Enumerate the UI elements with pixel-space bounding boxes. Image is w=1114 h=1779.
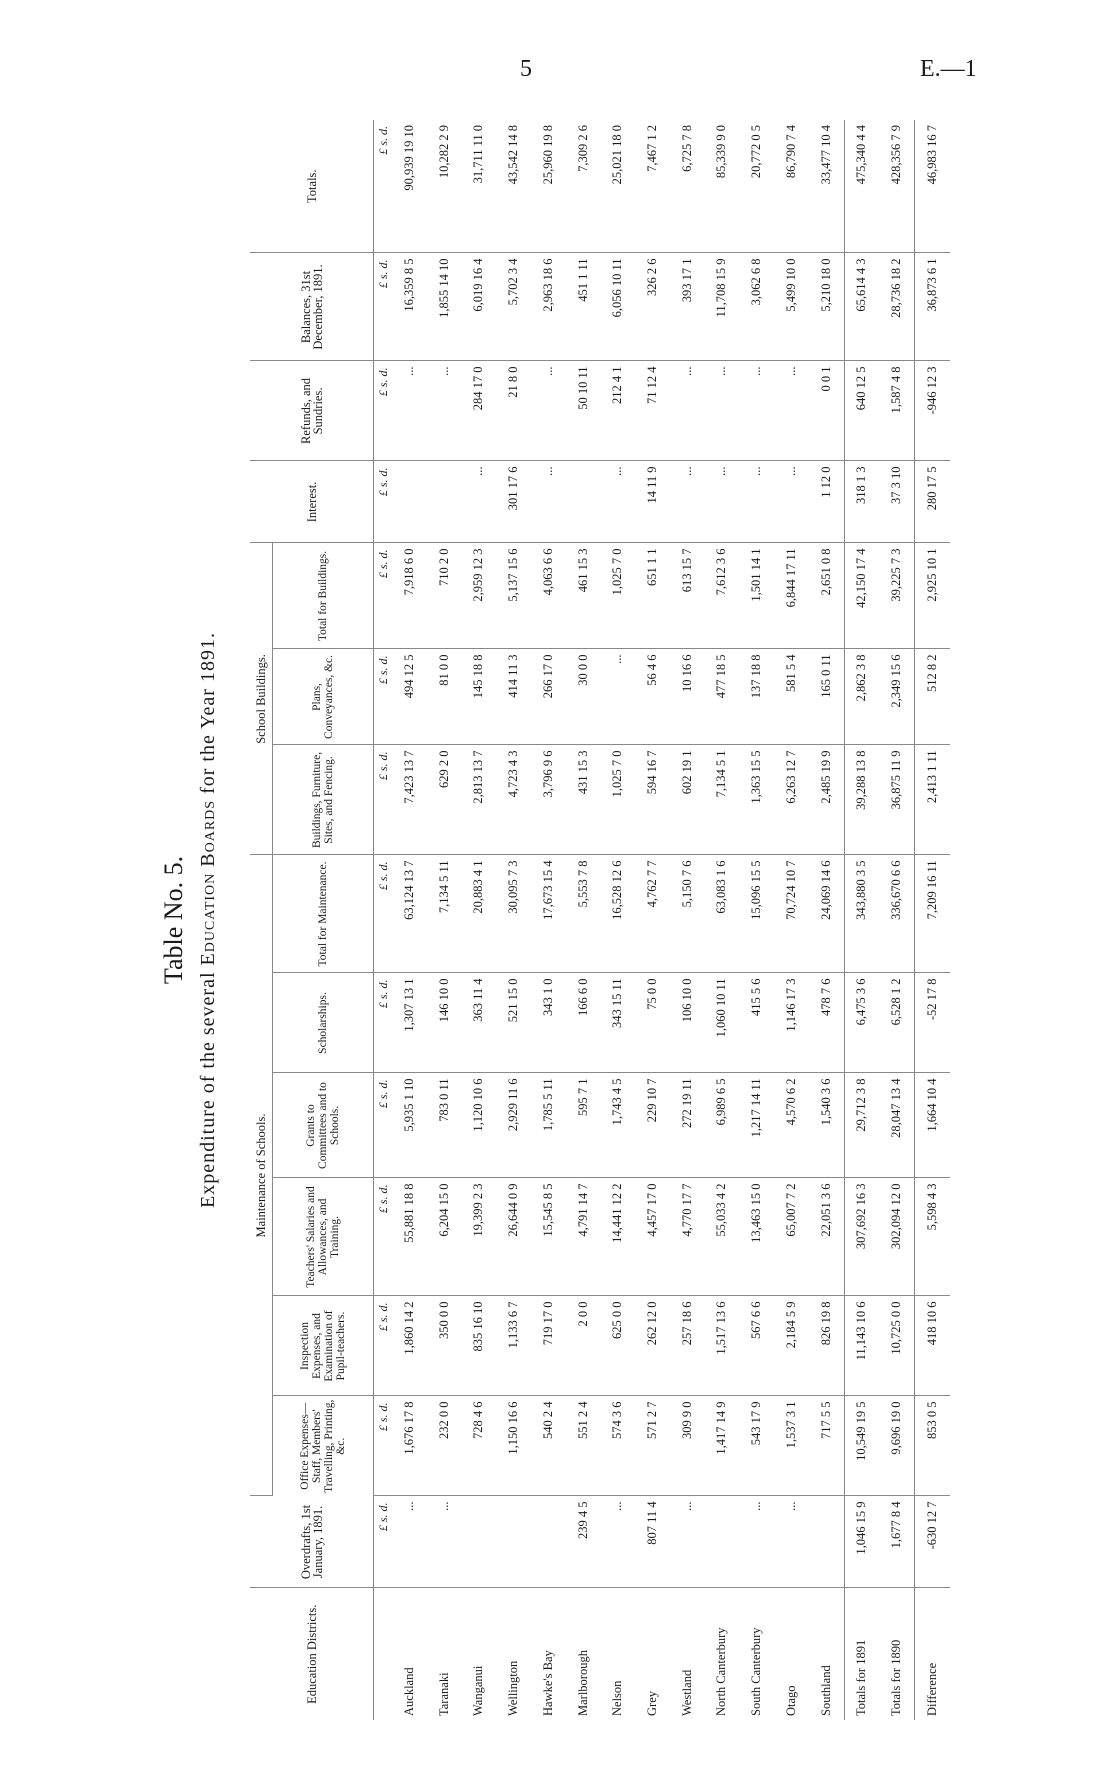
- table-cell: 1,743 4 5: [600, 1073, 635, 1178]
- table-cell: 81 0 0: [427, 649, 462, 745]
- table-cell: 602 19 1: [670, 745, 705, 855]
- table-cell: ...: [705, 361, 740, 461]
- table-cell: ...: [461, 461, 496, 543]
- table-cell: 719 17 0: [531, 1296, 566, 1396]
- table-cell: 16,359 8 5: [392, 253, 427, 361]
- table-cell: 7,209 16 11: [915, 855, 950, 973]
- table-cell: 826 19 8: [809, 1296, 844, 1396]
- table-cell: 36,873 6 1: [915, 253, 950, 361]
- table-cell: 318 1 3: [844, 461, 879, 543]
- column-header-grants: Grants to Committees and to Schools.: [273, 1073, 374, 1178]
- table-cell: 36,875 11 9: [879, 745, 914, 855]
- table-cell: 478 7 6: [809, 973, 844, 1073]
- units-cell: £ s. d.: [374, 1178, 393, 1296]
- table-cell: 4,457 17 0: [635, 1178, 670, 1296]
- table-cell: 2,184 5 9: [774, 1296, 809, 1396]
- table-cell: 1,501 14 1: [739, 543, 774, 649]
- table-cell: 1,855 14 10: [427, 253, 462, 361]
- table-cell: 145 18 8: [461, 649, 496, 745]
- units-row: [374, 120, 393, 1720]
- table-cell: 106 10 0: [670, 973, 705, 1073]
- table-row: [531, 120, 566, 1720]
- table-cell: 24,069 14 6: [809, 855, 844, 973]
- table-cell: ...: [739, 1496, 774, 1588]
- district-name: Marlborough: [575, 1650, 590, 1716]
- table-cell: 1,587 4 8: [879, 361, 914, 461]
- district-name: North Canterbury: [714, 1627, 729, 1716]
- table-cell: [566, 461, 601, 543]
- table-cell: 336,670 6 6: [879, 855, 914, 973]
- district-name: Auckland: [401, 1667, 416, 1716]
- column-header-scholarships: Scholarships.: [273, 973, 374, 1073]
- table-cell: ...: [774, 361, 809, 461]
- table-cell: 2,813 13 7: [461, 745, 496, 855]
- district-name: Southland: [818, 1665, 833, 1716]
- page-number: 5: [520, 56, 532, 82]
- table-cell: 65,614 4 3: [844, 253, 879, 361]
- table-row: [461, 120, 496, 1720]
- table-cell: 567 6 6: [739, 1296, 774, 1396]
- table-cell: ...: [739, 461, 774, 543]
- table-cell: 326 2 6: [635, 253, 670, 361]
- table-row: [392, 120, 427, 1720]
- units-cell: £ s. d.: [374, 855, 393, 973]
- table-cell: 6,725 7 8: [670, 120, 705, 253]
- table-cell: 65,007 7 2: [774, 1178, 809, 1296]
- table-cell: 16,528 12 6: [600, 855, 635, 973]
- table-cell: 717 5 5: [809, 1396, 844, 1496]
- district-name: South Canterbury: [749, 1627, 764, 1716]
- table-cell: 1,540 3 6: [809, 1073, 844, 1178]
- table-cell: 42,150 17 4: [844, 543, 879, 649]
- table-cell: ...: [774, 461, 809, 543]
- table-cell: 39,288 13 8: [844, 745, 879, 855]
- table-cell: 1,860 14 2: [392, 1296, 427, 1396]
- table-cell: 30,095 7 3: [496, 855, 531, 973]
- table-cell: 428,356 7 9: [879, 120, 914, 253]
- table-cell: 5,210 18 0: [809, 253, 844, 361]
- table-cell: 43,542 14 8: [496, 120, 531, 253]
- units-cell: £ s. d.: [374, 120, 393, 253]
- table-cell: 25,021 18 0: [600, 120, 635, 253]
- table-cell: 1,517 13 6: [705, 1296, 740, 1396]
- table-cell: 28,047 13 4: [879, 1073, 914, 1178]
- table-cell: -946 12 3: [915, 361, 950, 461]
- table-cell: 55,881 18 8: [392, 1178, 427, 1296]
- table-cell: 1,677 8 4: [879, 1496, 914, 1588]
- table-cell: ...: [531, 461, 566, 543]
- table-cell: 1,785 5 11: [531, 1073, 566, 1178]
- table-cell: 10,549 19 5: [844, 1396, 879, 1496]
- district-name: Hawke's Bay: [540, 1650, 555, 1716]
- table-cell: 543 17 9: [739, 1396, 774, 1496]
- table-cell: ...: [392, 1496, 427, 1588]
- table-cell: 19,399 2 3: [461, 1178, 496, 1296]
- table-cell: -630 12 7: [915, 1496, 950, 1588]
- table-cell: 343,880 3 5: [844, 855, 879, 973]
- table-row: [915, 120, 950, 1720]
- units-cell: £ s. d.: [374, 543, 393, 649]
- table-row: [566, 120, 601, 1720]
- table-row: [739, 120, 774, 1720]
- table-subtitle: Expenditure of the several Education Boards for the Year 1891.: [197, 632, 219, 1208]
- table-cell: 272 19 11: [670, 1073, 705, 1178]
- table-cell: 625 0 0: [600, 1296, 635, 1396]
- table-cell: ...: [670, 461, 705, 543]
- column-header-buildings-furniture: Buildings, Furniture, Sites, and Fencing.: [273, 745, 374, 855]
- table-row: [809, 120, 844, 1720]
- table-cell: 2 0 0: [566, 1296, 601, 1396]
- table-cell: 5,598 4 3: [915, 1178, 950, 1296]
- table-cell: 710 2 0: [427, 543, 462, 649]
- table-cell: 551 2 4: [566, 1396, 601, 1496]
- table-cell: 7,134 5 1: [705, 745, 740, 855]
- table-cell: 262 12 0: [635, 1296, 670, 1396]
- table-row: [600, 120, 635, 1720]
- table-cell: 11,143 10 6: [844, 1296, 879, 1396]
- table-cell: 56 4 6: [635, 649, 670, 745]
- table-cell: 5,499 10 0: [774, 253, 809, 361]
- table-cell: 415 5 6: [739, 973, 774, 1073]
- table-cell: 613 15 7: [670, 543, 705, 649]
- table-title: Table No. 5.: [159, 855, 188, 985]
- table-cell: 5,935 1 10: [392, 1073, 427, 1178]
- table-cell: -52 17 8: [915, 973, 950, 1073]
- table-cell: 20,772 0 5: [739, 120, 774, 253]
- table-cell: 6,263 12 7: [774, 745, 809, 855]
- expenditure-table: [250, 120, 950, 1720]
- table-cell: 418 10 6: [915, 1296, 950, 1396]
- table-cell: ...: [600, 1496, 635, 1588]
- table-cell: 574 3 6: [600, 1396, 635, 1496]
- difference-label: Difference: [915, 1588, 950, 1720]
- table-cell: 2,349 15 6: [879, 649, 914, 745]
- table-cell: 2,862 3 8: [844, 649, 879, 745]
- table-cell: 1,146 17 3: [774, 973, 809, 1073]
- table-cell: 7,423 13 7: [392, 745, 427, 855]
- table-cell: 75 0 0: [635, 973, 670, 1073]
- table-cell: ...: [392, 361, 427, 461]
- units-cell: £ s. d.: [374, 361, 393, 461]
- table-row: [635, 120, 670, 1720]
- table-cell: 7,467 1 2: [635, 120, 670, 253]
- totals-label: Totals for 1891: [844, 1588, 879, 1720]
- units-cell: £ s. d.: [374, 1296, 393, 1396]
- table-cell: 26,644 0 9: [496, 1178, 531, 1296]
- table-cell: 431 15 3: [566, 745, 601, 855]
- table-cell: 46,983 16 7: [915, 120, 950, 253]
- district-name: Nelson: [610, 1680, 625, 1716]
- table-cell: 280 17 5: [915, 461, 950, 543]
- table-cell: 70,724 10 7: [774, 855, 809, 973]
- column-header-refunds: Refunds, and Sundries.: [250, 361, 374, 461]
- table-cell: 6,475 3 6: [844, 973, 879, 1073]
- table-cell: 86,790 7 4: [774, 120, 809, 253]
- units-cell: £ s. d.: [374, 745, 393, 855]
- table-cell: 783 0 11: [427, 1073, 462, 1178]
- table-cell: 63,083 1 6: [705, 855, 740, 973]
- table-row: [427, 120, 462, 1720]
- table-cell: 85,339 9 0: [705, 120, 740, 253]
- district-name: Wellington: [506, 1660, 521, 1716]
- table-cell: 10,282 2 9: [427, 120, 462, 253]
- table-cell: 512 8 2: [915, 649, 950, 745]
- column-header-district: Education Districts.: [250, 1588, 374, 1720]
- table-cell: 2,929 11 6: [496, 1073, 531, 1178]
- district-name: Wanganui: [471, 1665, 486, 1716]
- table-cell: 343 1 0: [531, 973, 566, 1073]
- table-cell: 22,051 3 6: [809, 1178, 844, 1296]
- table-cell: 7,612 3 6: [705, 543, 740, 649]
- table-cell: 301 17 6: [496, 461, 531, 543]
- table-cell: 629 2 0: [427, 745, 462, 855]
- district-name: Westland: [679, 1669, 694, 1716]
- table-cell: 28,736 18 2: [879, 253, 914, 361]
- rotated-table-content: [145, 120, 965, 1720]
- table-cell: 595 7 1: [566, 1073, 601, 1178]
- column-header-salaries: Teachers' Salaries and Allowances, and Training.: [273, 1178, 374, 1296]
- table-row: [844, 120, 879, 1720]
- table-cell: 494 12 5: [392, 649, 427, 745]
- table-cell: 2,651 0 8: [809, 543, 844, 649]
- table-cell: ...: [670, 361, 705, 461]
- table-cell: 2,925 10 1: [915, 543, 950, 649]
- table-cell: 414 11 3: [496, 649, 531, 745]
- column-header-office-expenses: Office Expenses—Staff, Members' Travelling, Printing, &c.: [273, 1396, 374, 1496]
- table-cell: 14,441 12 2: [600, 1178, 635, 1296]
- table-cell: ...: [705, 461, 740, 543]
- table-cell: 640 12 5: [844, 361, 879, 461]
- table-cell: 239 4 5: [566, 1496, 601, 1588]
- table-cell: 7,134 5 11: [427, 855, 462, 973]
- table-cell: [427, 461, 462, 543]
- table-cell: [705, 1496, 740, 1588]
- table-cell: 257 18 6: [670, 1296, 705, 1396]
- table-cell: 475,340 4 4: [844, 120, 879, 253]
- units-cell: £ s. d.: [374, 253, 393, 361]
- table-cell: 4,770 17 7: [670, 1178, 705, 1296]
- table-cell: 835 16 10: [461, 1296, 496, 1396]
- table-cell: 29,712 3 8: [844, 1073, 879, 1178]
- table-cell: 71 12 4: [635, 361, 670, 461]
- table-cell: 7,918 6 0: [392, 543, 427, 649]
- table-cell: [809, 1496, 844, 1588]
- table-cell: 5,553 7 8: [566, 855, 601, 973]
- table-cell: 137 18 8: [739, 649, 774, 745]
- table-cell: 853 0 5: [915, 1396, 950, 1496]
- table-cell: 10 16 6: [670, 649, 705, 745]
- column-header-interest: Interest.: [250, 461, 374, 543]
- table-cell: 55,033 4 2: [705, 1178, 740, 1296]
- table-row: [705, 120, 740, 1720]
- table-cell: 90,939 19 10: [392, 120, 427, 253]
- column-header-total-maintenance: Total for Maintenance.: [273, 855, 374, 973]
- table-cell: 1,046 15 9: [844, 1496, 879, 1588]
- table-cell: 2,413 1 11: [915, 745, 950, 855]
- table-cell: 232 0 0: [427, 1396, 462, 1496]
- table-cell: 1,150 16 6: [496, 1396, 531, 1496]
- table-cell: 363 11 4: [461, 973, 496, 1073]
- table-cell: 651 1 1: [635, 543, 670, 649]
- table-cell: 63,124 13 7: [392, 855, 427, 973]
- district-name: Grey: [645, 1691, 659, 1716]
- table-row: [496, 120, 531, 1720]
- table-cell: [531, 1496, 566, 1588]
- table-cell: 13,463 15 0: [739, 1178, 774, 1296]
- table-cell: 571 2 7: [635, 1396, 670, 1496]
- totals-label: Totals for 1890: [889, 1639, 904, 1716]
- table-cell: 393 17 1: [670, 253, 705, 361]
- column-header-plans: Plans, Conveyances, &c.: [273, 649, 374, 745]
- table-cell: 50 10 11: [566, 361, 601, 461]
- district-name: Taranaki: [436, 1672, 451, 1716]
- table-cell: 343 15 11: [600, 973, 635, 1073]
- table-cell: 4,063 6 6: [531, 543, 566, 649]
- column-header-inspection: Inspection Expenses, and Examination of Pupil-teachers.: [273, 1296, 374, 1396]
- district-name: Otago: [783, 1685, 798, 1716]
- units-cell: £ s. d.: [374, 973, 393, 1073]
- table-cell: 14 11 9: [635, 461, 670, 543]
- table-cell: ...: [670, 1496, 705, 1588]
- document-reference: E.—1: [920, 56, 977, 82]
- table-cell: 307,692 16 3: [844, 1178, 879, 1296]
- column-header-totals: Totals.: [250, 120, 374, 253]
- table-cell: 1,363 15 5: [739, 745, 774, 855]
- table-cell: 2,485 19 9: [809, 745, 844, 855]
- table-cell: 33,477 10 4: [809, 120, 844, 253]
- column-header-total-buildings: Total for Buildings.: [273, 543, 374, 649]
- table-cell: ...: [600, 649, 635, 745]
- table-cell: 9,696 19 0: [879, 1396, 914, 1496]
- units-cell: £ s. d.: [374, 1396, 393, 1496]
- table-cell: 21 8 0: [496, 361, 531, 461]
- table-cell: 30 0 0: [566, 649, 601, 745]
- table-cell: 266 17 0: [531, 649, 566, 745]
- table-cell: 728 4 6: [461, 1396, 496, 1496]
- column-header-overdrafts: Overdrafts, 1st January, 1891.: [250, 1496, 374, 1588]
- table-cell: 15,096 15 5: [739, 855, 774, 973]
- table-cell: 5,137 15 6: [496, 543, 531, 649]
- table-cell: 229 10 7: [635, 1073, 670, 1178]
- table-cell: 350 0 0: [427, 1296, 462, 1396]
- units-cell: £ s. d.: [374, 1496, 393, 1588]
- units-cell: £ s. d.: [374, 461, 393, 543]
- table-cell: 10,725 0 0: [879, 1296, 914, 1396]
- table-cell: 20,883 4 1: [461, 855, 496, 973]
- table-cell: 1,025 7 0: [600, 745, 635, 855]
- table-cell: 1,217 14 11: [739, 1073, 774, 1178]
- table-cell: 1,120 10 6: [461, 1073, 496, 1178]
- table-cell: 6,528 1 2: [879, 973, 914, 1073]
- table-cell: 4,723 4 3: [496, 745, 531, 855]
- table-cell: 15,545 8 5: [531, 1178, 566, 1296]
- table-cell: ...: [600, 461, 635, 543]
- table-cell: ...: [427, 1496, 462, 1588]
- table-cell: 1,060 10 11: [705, 973, 740, 1073]
- group-header-buildings: School Buildings.: [250, 543, 273, 855]
- table-cell: 39,225 7 3: [879, 543, 914, 649]
- table-cell: 6,989 6 5: [705, 1073, 740, 1178]
- table-cell: 451 1 11: [566, 253, 601, 361]
- rotated-table-frame: [145, 120, 965, 1720]
- table-cell: 4,570 6 2: [774, 1073, 809, 1178]
- table-cell: 1 12 0: [809, 461, 844, 543]
- table-cell: 309 9 0: [670, 1396, 705, 1496]
- table-cell: 807 11 4: [635, 1496, 670, 1588]
- table-cell: 3,796 9 6: [531, 745, 566, 855]
- table-cell: 4,791 14 7: [566, 1178, 601, 1296]
- table-cell: 594 16 7: [635, 745, 670, 855]
- table-cell: 2,963 18 6: [531, 253, 566, 361]
- table-body: [392, 120, 950, 1720]
- table-cell: 165 0 11: [809, 649, 844, 745]
- units-cell: £ s. d.: [374, 1073, 393, 1178]
- table-cell: 2,959 12 3: [461, 543, 496, 649]
- table-cell: 302,094 12 0: [879, 1178, 914, 1296]
- table-row: [774, 120, 809, 1720]
- table-cell: 1,676 17 8: [392, 1396, 427, 1496]
- table-cell: 0 0 1: [809, 361, 844, 461]
- table-cell: [496, 1496, 531, 1588]
- table-cell: ...: [531, 361, 566, 461]
- table-cell: 581 5 4: [774, 649, 809, 745]
- units-cell-blank: [374, 1588, 393, 1720]
- table-cell: 1,664 10 4: [915, 1073, 950, 1178]
- group-header-maintenance: Maintenance of Schools.: [250, 855, 273, 1496]
- table-cell: 11,708 15 9: [705, 253, 740, 361]
- table-cell: 1,133 6 7: [496, 1296, 531, 1396]
- table-cell: 521 15 0: [496, 973, 531, 1073]
- table-row: [879, 120, 914, 1720]
- table-cell: 477 18 5: [705, 649, 740, 745]
- table-cell: 1,417 14 9: [705, 1396, 740, 1496]
- table-cell: 540 2 4: [531, 1396, 566, 1496]
- table-cell: 6,204 15 0: [427, 1178, 462, 1296]
- table-cell: 1,025 7 0: [600, 543, 635, 649]
- table-cell: 1,537 3 1: [774, 1396, 809, 1496]
- table-cell: 146 10 0: [427, 973, 462, 1073]
- column-header-balances: Balances, 31st December, 1891.: [250, 253, 374, 361]
- table-cell: 461 15 3: [566, 543, 601, 649]
- table-cell: 212 4 1: [600, 361, 635, 461]
- table-cell: ...: [774, 1496, 809, 1588]
- table-cell: 6,019 16 4: [461, 253, 496, 361]
- table-cell: [392, 461, 427, 543]
- table-cell: 6,844 17 11: [774, 543, 809, 649]
- table-cell: 17,673 15 4: [531, 855, 566, 973]
- table-cell: 3,062 6 8: [739, 253, 774, 361]
- table-cell: 5,702 3 4: [496, 253, 531, 361]
- table-cell: 166 6 0: [566, 973, 601, 1073]
- table-cell: 5,150 7 6: [670, 855, 705, 973]
- table-cell: 1,307 13 1: [392, 973, 427, 1073]
- table-row: [670, 120, 705, 1720]
- table-cell: 31,711 11 0: [461, 120, 496, 253]
- table-cell: 25,960 19 8: [531, 120, 566, 253]
- table-cell: 7,309 2 6: [566, 120, 601, 253]
- units-cell: £ s. d.: [374, 649, 393, 745]
- table-cell: 37 3 10: [879, 461, 914, 543]
- table-cell: ...: [739, 361, 774, 461]
- table-cell: 4,762 7 7: [635, 855, 670, 973]
- table-cell: ...: [427, 361, 462, 461]
- table-cell: 284 17 0: [461, 361, 496, 461]
- table-cell: [461, 1496, 496, 1588]
- table-cell: 6,056 10 11: [600, 253, 635, 361]
